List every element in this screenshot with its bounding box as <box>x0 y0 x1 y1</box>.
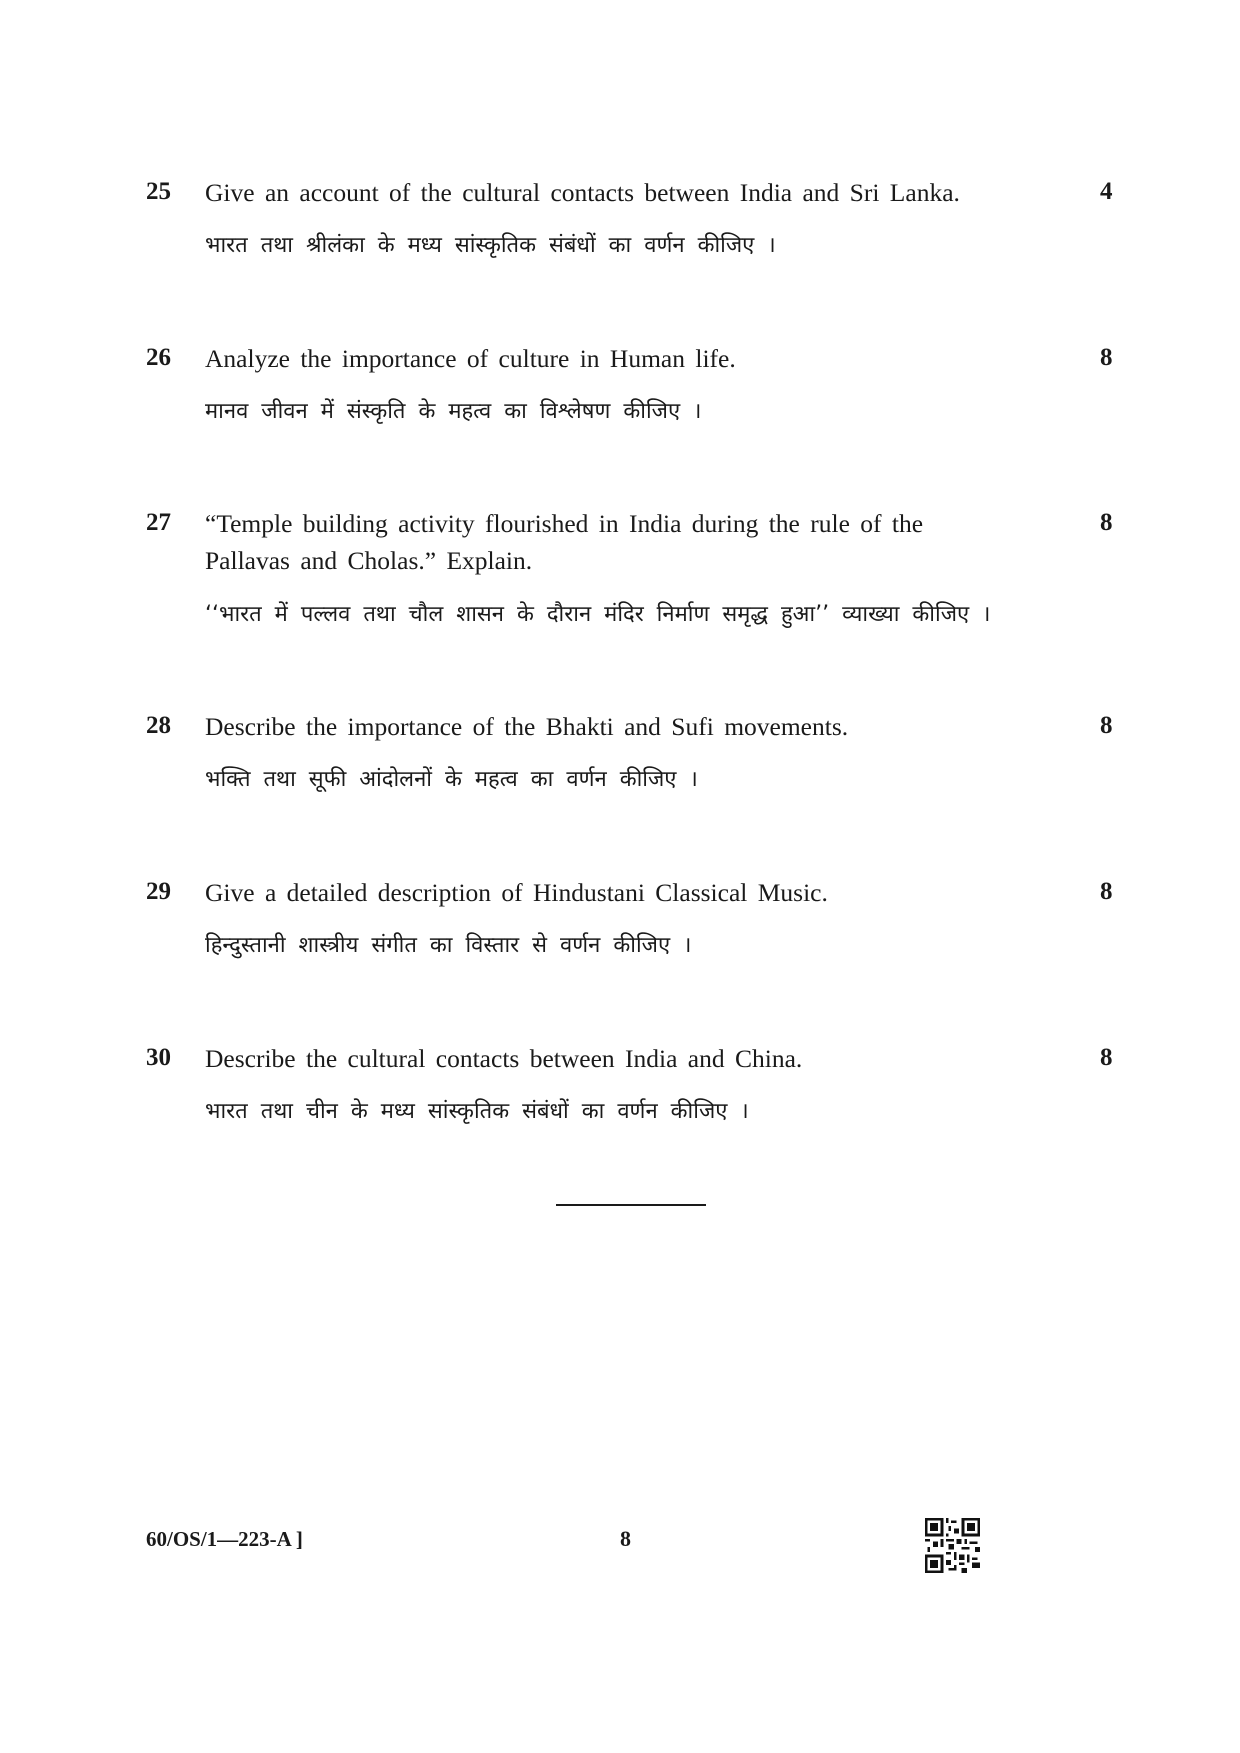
question-marks: 8 <box>1100 712 1113 739</box>
question-text-english: “Temple building activity flourished in India during the rule of the Pallavas and Cholas.” Explain. <box>205 509 924 575</box>
question-text-english: Give an account of the cultural contacts between India and Sri Lanka. <box>205 178 960 207</box>
question-text-hindi: ‘‘भारत में पल्लव तथा चौल शासन के दौरान मंदिर निर्माण समृद्ध हुआ’’ व्याख्या कीजिए । <box>205 602 991 627</box>
question-number: 26 <box>146 344 171 371</box>
question-text-english: Give a detailed description of Hindustani Classical Music. <box>205 878 828 907</box>
question-text-hindi: भारत तथा श्रीलंका के मध्य सांस्कृतिक संबंधों का वर्णन कीजिए । <box>205 233 776 258</box>
question-text-hindi: भारत तथा चीन के मध्य सांस्कृतिक संबंधों का वर्णन कीजिए । <box>205 1099 749 1124</box>
paper-code: 60/OS/1—223-A ] <box>146 1527 303 1551</box>
question-marks: 8 <box>1100 509 1113 536</box>
question-text-hindi: भक्ति तथा सूफी आंदोलनों के महत्व का वर्णन कीजिए । <box>205 767 698 792</box>
page-number: 8 <box>620 1526 631 1551</box>
question-number: 25 <box>146 178 171 205</box>
question-number: 30 <box>146 1044 171 1071</box>
question-text-english: Describe the cultural contacts between India and China. <box>205 1044 803 1073</box>
question-number: 29 <box>146 878 171 905</box>
question-number: 28 <box>146 712 171 739</box>
question-number: 27 <box>146 509 171 536</box>
qr-code-icon <box>925 1518 980 1573</box>
question-marks: 8 <box>1100 878 1113 905</box>
question-text-english: Analyze the importance of culture in Human life. <box>205 344 736 373</box>
question-text-hindi: हिन्दुस्तानी शास्त्रीय संगीत का विस्तार से वर्णन कीजिए । <box>205 933 692 958</box>
question-text-hindi: मानव जीवन में संस्कृति के महत्व का विश्लेषण कीजिए । <box>205 399 702 424</box>
question-text-english: Describe the importance of the Bhakti and Sufi movements. <box>205 712 849 741</box>
end-of-paper-rule <box>556 1204 706 1206</box>
question-marks: 8 <box>1100 344 1113 371</box>
question-marks: 4 <box>1100 178 1113 205</box>
question-marks: 8 <box>1100 1044 1113 1071</box>
